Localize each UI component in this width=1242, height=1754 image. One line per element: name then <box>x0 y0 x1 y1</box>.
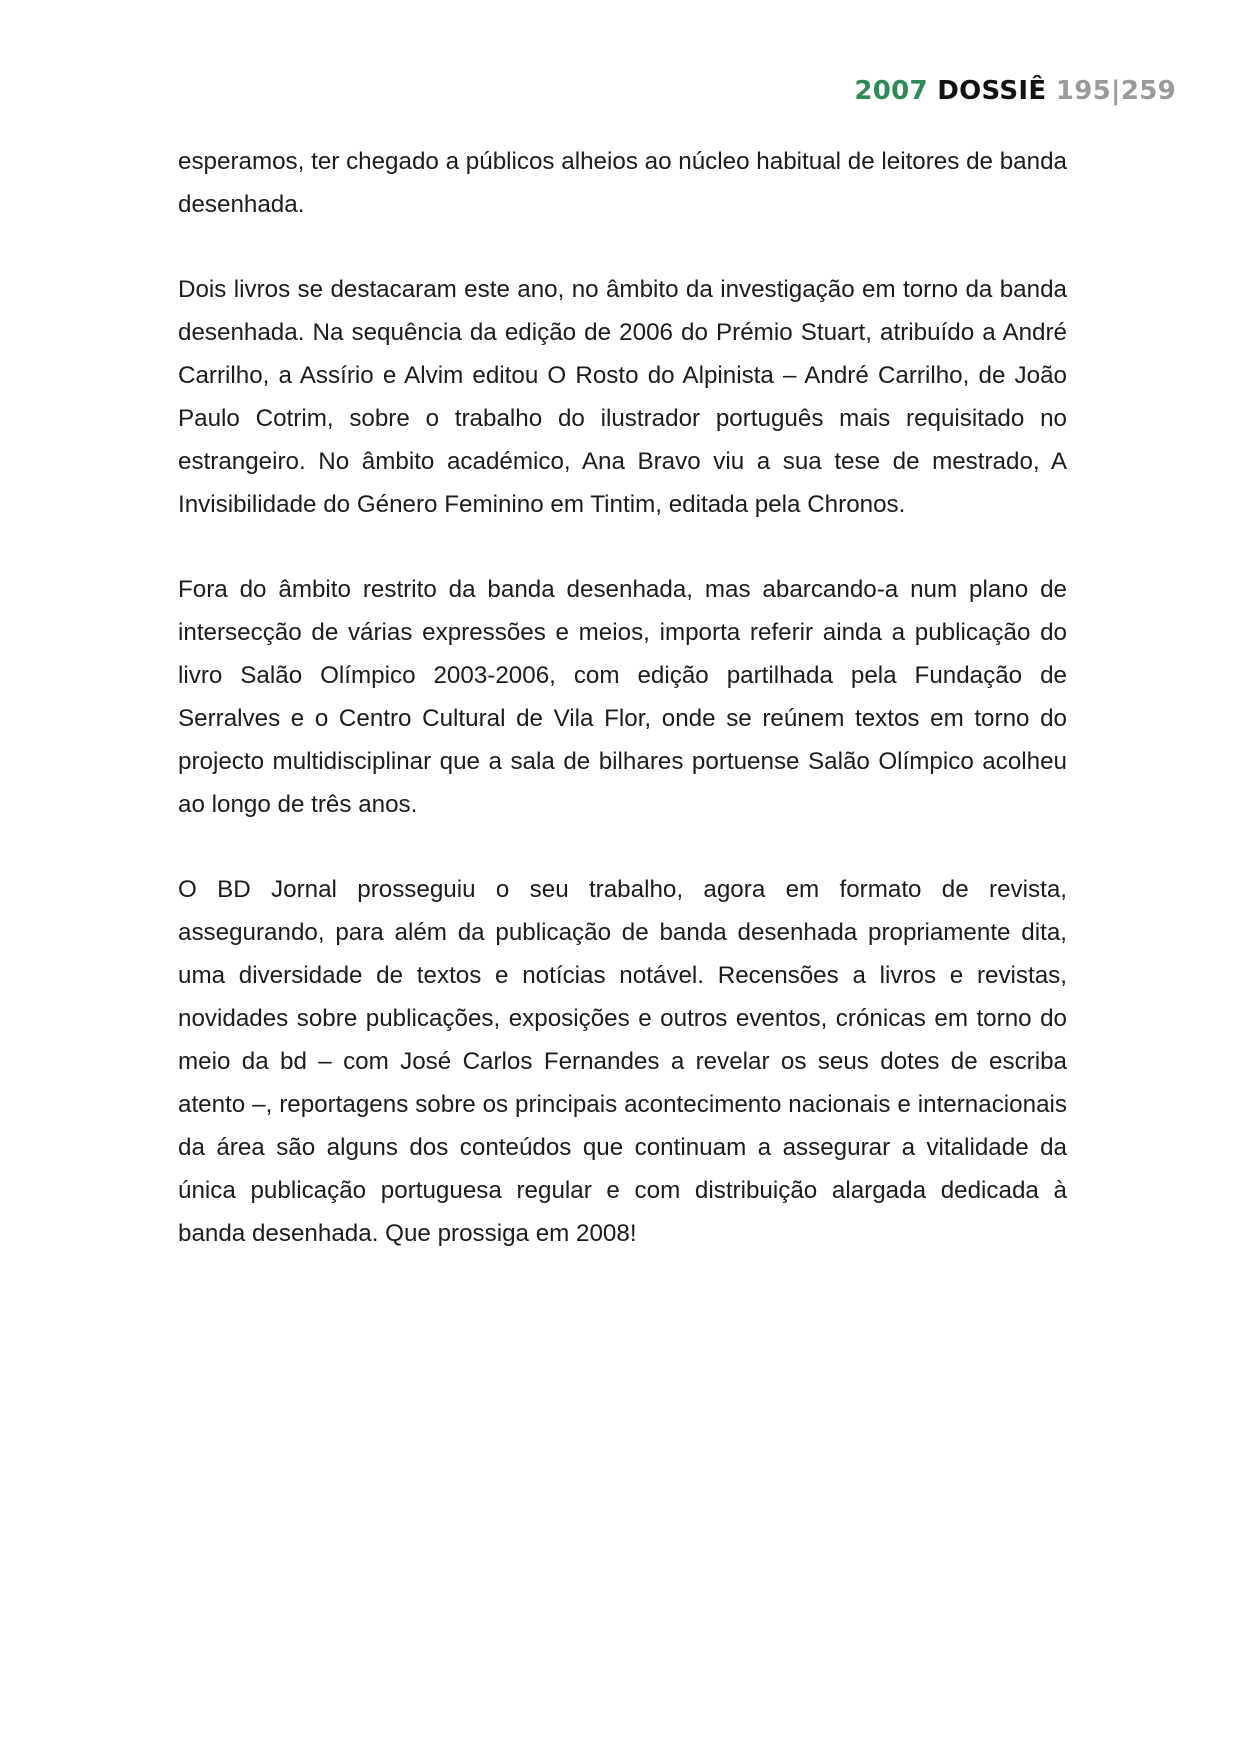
paragraph-salao-olimpico: Fora do âmbito restrito da banda desenhada, mas abarcando-a num plano de intersecção de várias expressões e meios, importa referir ainda a publicação do livro Salão Olímpico 2003-2006, com edição partilhada pela Fundação de Serralves e o Centro Cultural de Vila Flor, onde se reúnem textos em torno do projecto multidisciplinar que a sala de bilhares portuense Salão Olímpico acolheu ao longo de três anos. <box>178 576 1067 818</box>
paragraph-research-books: Dois livros se destacaram este ano, no âmbito da investigação em torno da banda desenhada. Na sequência da edição de 2006 do Prémio Stuart, atribuído a André Carrilho, a Assírio e Alvim editou O Rosto do Alpinista – André Carrilho, de João Paulo Cotrim, sobre o trabalho do ilustrador português mais requisitado no estrangeiro. No âmbito académico, Ana Bravo viu a sua tese de mestrado, A Invisibilidade do Género Feminino em Tintim, editada pela Chronos. <box>178 276 1067 518</box>
header-page-current: 195 <box>1055 76 1112 106</box>
page-header <box>854 76 1176 106</box>
header-title: DOSSIÊ <box>937 76 1047 106</box>
paragraph-bd-jornal: O BD Jornal prosseguiu o seu trabalho, agora em formato de revista, assegurando, para além da publicação de banda desenhada propriamente dita, uma diversidade de textos e notícias notável. Recensões a livros e revistas, novidades sobre publicações, exposições e outros eventos, crónicas em torno do meio da bd – com José Carlos Fernandes a revelar os seus dotes de escriba atento –, reportagens sobre os principais acontecimento nacionais e internacionais da área são alguns dos conteúdos que continuam a assegurar a vitalidade da única publicação portuguesa regular e com distribuição alargada dedicada à banda desenhada. Que prossiga em 2008! <box>178 876 1067 1247</box>
header-year: 2007 <box>854 76 928 106</box>
header-page-total: 259 <box>1120 76 1176 106</box>
paragraph-continuation: esperamos, ter chegado a públicos alheios ao núcleo habitual de leitores de banda desenhada. <box>178 148 1067 218</box>
body-text <box>178 140 1067 1297</box>
header-page-separator: | <box>1111 76 1121 106</box>
header-page-number <box>1056 76 1176 106</box>
